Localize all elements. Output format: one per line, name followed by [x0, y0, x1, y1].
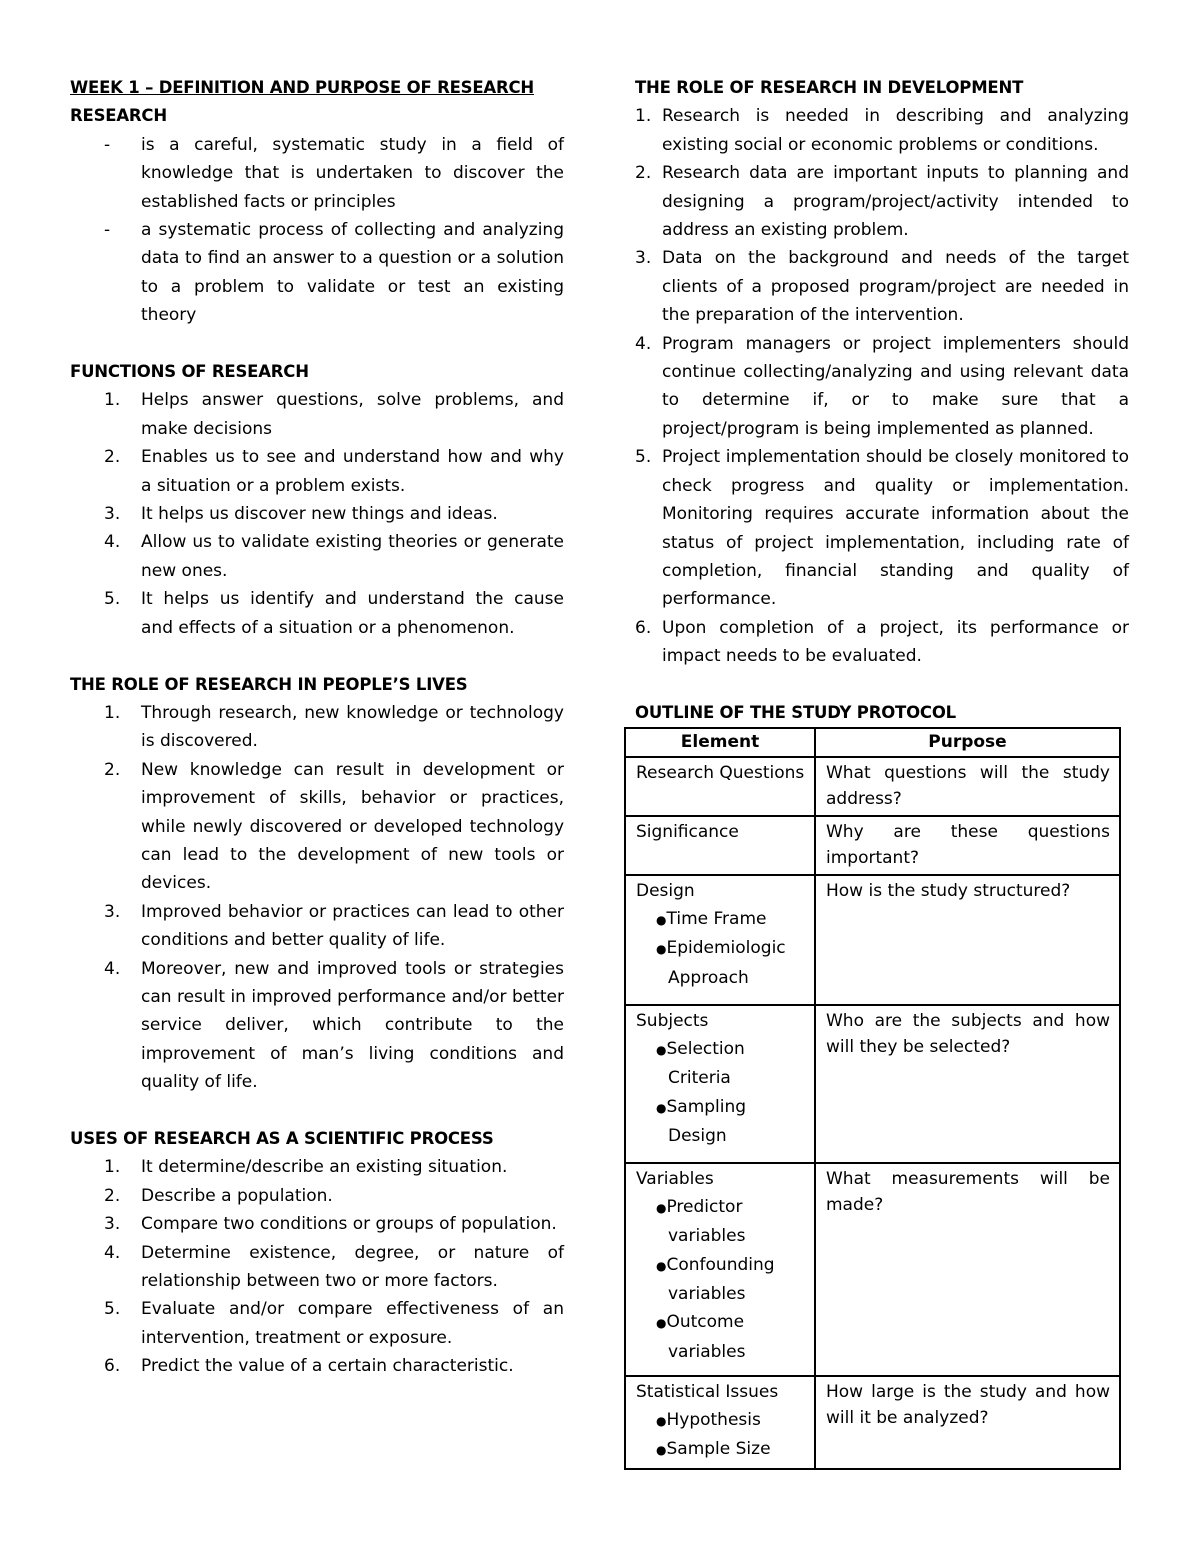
list-item: 4. Determine existence, degree, or nature of relationship between two or more factors.	[104, 1242, 564, 1292]
lives-heading: THE ROLE OF RESEARCH IN PEOPLE’S LIVES	[70, 674, 468, 694]
sub-element-text: Predictor variables	[666, 1196, 746, 1247]
sub-element-item	[636, 1193, 805, 1251]
list-item: 1. Helps answer questions, solve problems, and make decisions	[104, 390, 564, 439]
dash-marker: -	[104, 220, 111, 241]
sub-element-item	[636, 1251, 805, 1309]
research-definitions	[70, 131, 564, 330]
sub-element-item	[636, 1093, 805, 1151]
element-cell	[625, 1005, 815, 1163]
list-item: 2. New knowledge can result in development or improvement of skills, behavior or practices, while newly discovered or developed technology can lead to the development of new tools or devices.	[104, 759, 564, 894]
sub-element-item	[636, 1435, 805, 1464]
table-row	[625, 1163, 1120, 1376]
dash-marker: -	[104, 134, 111, 155]
left-column	[70, 74, 564, 1381]
development-heading: THE ROLE OF RESEARCH IN DEVELOPMENT	[635, 78, 1024, 97]
sub-element-text: Confounding variables	[666, 1254, 775, 1305]
table-body	[625, 757, 1120, 1468]
uses-list	[70, 1153, 564, 1380]
list-item: 1. Research is needed in describing and analyzing existing social or economic problems or conditions.	[635, 106, 1129, 155]
lives-list	[70, 699, 564, 1097]
sub-element-item	[636, 1406, 805, 1435]
bullet-icon: ●	[656, 942, 667, 957]
sub-element-item	[636, 1035, 805, 1093]
table-row	[625, 816, 1120, 875]
sub-element-text: Sample Size	[666, 1439, 771, 1460]
outline-heading: OUTLINE OF THE STUDY PROTOCOL	[635, 702, 956, 722]
purpose-cell: How is the study structured?	[815, 875, 1120, 1005]
list-item	[70, 131, 564, 216]
list-item	[70, 216, 564, 330]
element-name: Significance	[636, 822, 739, 843]
bullet-icon: ●	[656, 1200, 667, 1215]
table-row	[625, 1376, 1120, 1468]
study-protocol-table	[624, 727, 1121, 1469]
element-cell	[625, 1163, 815, 1376]
sub-element-text: Time Frame	[666, 908, 767, 929]
list-item: 3. Compare two conditions or groups of population.	[104, 1214, 557, 1235]
list-item: 4. Program managers or project implementers should continue collecting/analyzing and using relevant data to determine if, or to make sure that a project/program is being implemented as planned.	[635, 333, 1129, 439]
list-item: 5. Evaluate and/or compare effectiveness of an intervention, treatment or exposure.	[104, 1299, 564, 1348]
element-cell	[625, 816, 815, 875]
definition-text: a systematic process of collecting and analyzing data to find an answer to a question or a solution to a problem to validate or test an existing theory	[141, 220, 564, 326]
element-cell	[625, 757, 815, 816]
list-item: 6. Upon completion of a project, its performance or impact needs to be evaluated.	[635, 617, 1129, 667]
element-cell	[625, 1376, 815, 1468]
page-title: WEEK 1 – DEFINITION AND PURPOSE OF RESEARCH	[70, 78, 534, 97]
element-cell	[625, 875, 815, 1005]
table-row	[625, 757, 1120, 816]
bullet-icon: ●	[656, 1042, 667, 1057]
element-name: Design	[636, 881, 695, 902]
sub-element-text: Outcome variables	[666, 1312, 746, 1362]
list-item: 5. It helps us identify and understand the cause and effects of a situation or a phenomenon.	[104, 589, 564, 638]
list-item: 1. It determine/describe an existing situation.	[104, 1157, 508, 1178]
purpose-cell: Who are the subjects and how will they be selected?	[815, 1005, 1120, 1163]
list-item: 2. Research data are important inputs to planning and designing a program/project/activity intended to address an existing problem.	[635, 163, 1129, 241]
list-item: 4. Moreover, new and improved tools or strategies can result in improved performance and/or better service deliver, which contribute to the improvement of man’s living conditions and quality of life.	[104, 958, 564, 1093]
element-name: Statistical Issues	[636, 1382, 779, 1403]
purpose-cell: How large is the study and how will it be analyzed?	[815, 1376, 1120, 1468]
list-item: 4. Allow us to validate existing theories or generate new ones.	[104, 532, 564, 581]
sub-element-text: Sampling Design	[666, 1096, 747, 1147]
list-item: 2. Enables us to see and understand how and why a situation or a problem exists.	[104, 447, 564, 496]
uses-heading: USES OF RESEARCH AS A SCIENTIFIC PROCESS	[70, 1128, 494, 1148]
right-column	[635, 74, 1129, 1470]
sub-element-item	[636, 905, 805, 934]
sub-element-item	[636, 934, 805, 992]
purpose-cell: Why are these questions important?	[815, 816, 1120, 875]
research-heading: RESEARCH	[70, 106, 167, 126]
list-item: 5. Project implementation should be closely monitored to check progress and quality or implementation. Monitoring requires accurate information about the status of project implementation, including rate of completion, financial standing and quality of performance.	[635, 447, 1129, 610]
table-row	[625, 1005, 1120, 1163]
bullet-icon: ●	[656, 912, 667, 927]
bullet-icon: ●	[656, 1316, 667, 1331]
development-list	[635, 102, 1129, 670]
purpose-cell: What measurements will be made?	[815, 1163, 1120, 1376]
purpose-cell: What questions will the study address?	[815, 757, 1120, 816]
sub-element-text: Epidemiologic Approach	[666, 938, 786, 988]
list-item: 3. It helps us discover new things and ideas.	[104, 504, 498, 525]
sub-element-item	[636, 1308, 805, 1366]
sub-element-text: Selection Criteria	[666, 1038, 745, 1089]
list-item: 3. Data on the background and needs of the target clients of a proposed program/project are needed in the preparation of the intervention.	[635, 248, 1129, 326]
functions-heading: FUNCTIONS OF RESEARCH	[70, 362, 309, 382]
bullet-icon: ●	[656, 1413, 667, 1428]
table-row	[625, 875, 1120, 1005]
element-name: Subjects	[636, 1011, 709, 1032]
element-name: Research Questions	[636, 763, 805, 784]
column-header-purpose: Purpose	[815, 728, 1120, 757]
bullet-icon: ●	[656, 1100, 667, 1115]
list-item: 6. Predict the value of a certain characteristic.	[104, 1356, 514, 1377]
sub-element-text: Hypothesis	[666, 1409, 761, 1430]
definition-text: is a careful, systematic study in a field of knowledge that is undertaken to discover the established facts or principles	[141, 134, 564, 212]
list-item: 1. Through research, new knowledge or technology is discovered.	[104, 702, 564, 752]
functions-list	[70, 386, 564, 642]
column-header-element: Element	[625, 728, 815, 757]
list-item: 3. Improved behavior or practices can lead to other conditions and better quality of life.	[104, 901, 564, 951]
element-name: Variables	[636, 1169, 714, 1190]
bullet-icon: ●	[656, 1258, 667, 1273]
bullet-icon: ●	[656, 1443, 667, 1458]
table-header-row	[625, 728, 1120, 757]
list-item: 2. Describe a population.	[104, 1185, 333, 1206]
